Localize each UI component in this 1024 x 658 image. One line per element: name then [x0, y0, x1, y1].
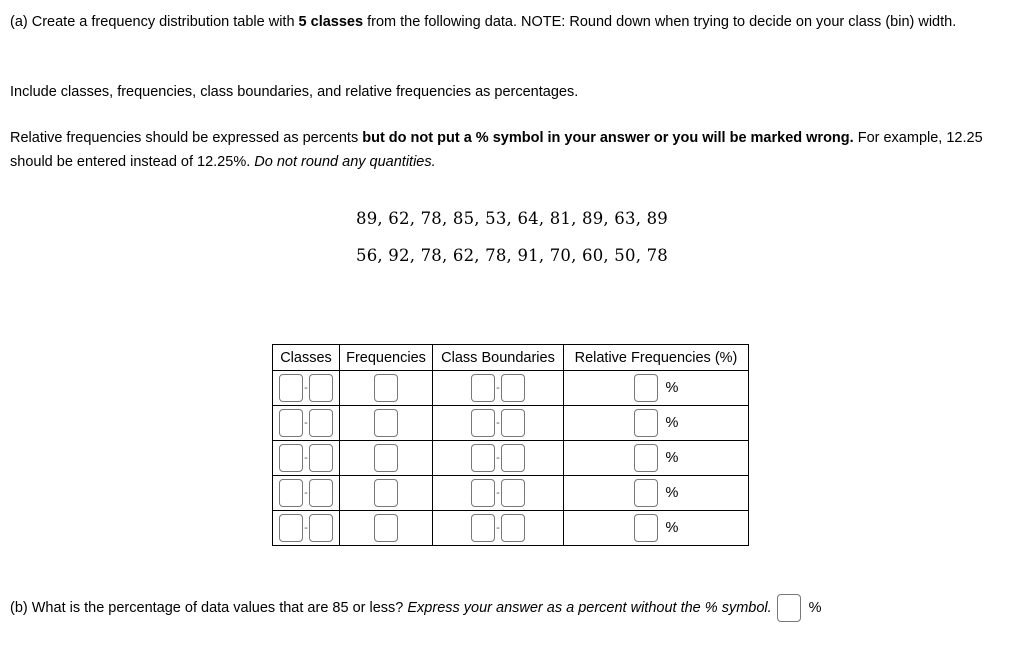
table-row: [273, 406, 749, 441]
part-a-text-1: (a) Create a frequency distribution table with: [10, 14, 299, 30]
rel-italic-note: Do not round any quantities.: [254, 154, 436, 170]
classes-cell: [273, 406, 340, 441]
rel-text-2: For example, 12.25 should be entered instead of 12.25%.: [10, 130, 983, 170]
boundary-lower-input[interactable]: [471, 374, 495, 402]
part-b-italic-note: Express your answer as a percent without the % symbol.: [407, 600, 772, 616]
header-relative-frequencies: Relative Frequencies (%): [564, 345, 749, 371]
boundary-upper-input[interactable]: [501, 374, 525, 402]
header-class-boundaries: Class Boundaries: [433, 345, 564, 371]
part-a-instruction: [10, 10, 1010, 34]
classes-cell: [273, 371, 340, 406]
frequency-input[interactable]: [374, 479, 398, 507]
class-lower-input[interactable]: [279, 374, 303, 402]
boundary-upper-input[interactable]: [501, 444, 525, 472]
class-lower-input[interactable]: [279, 479, 303, 507]
frequency-input[interactable]: [374, 409, 398, 437]
frequency-cell: [340, 406, 433, 441]
part-b-percent-symbol: %: [808, 600, 822, 616]
part-b-answer-input[interactable]: [777, 594, 801, 622]
boundary-lower-input[interactable]: [471, 479, 495, 507]
class-dash: -: [304, 382, 308, 394]
percent-symbol: %: [665, 380, 679, 396]
table-header-row: [273, 345, 749, 371]
table-row: [273, 371, 749, 406]
header-classes: Classes: [273, 345, 340, 371]
boundary-dash: -: [496, 487, 500, 499]
part-b-text: (b) What is the percentage of data values that are 85 or less?: [10, 600, 404, 616]
relative-frequency-input[interactable]: [634, 444, 658, 472]
relative-frequency-cell: [564, 441, 749, 476]
boundary-upper-input[interactable]: [501, 409, 525, 437]
part-a-text-2: from the following data. NOTE: Round down when trying to decide on your class (bin) width.: [363, 14, 957, 30]
class-upper-input[interactable]: [309, 444, 333, 472]
boundaries-cell: [433, 371, 564, 406]
percent-symbol: %: [665, 415, 679, 431]
table-body: [273, 371, 749, 546]
classes-cell: [273, 441, 340, 476]
relative-frequency-cell: [564, 406, 749, 441]
relative-frequency-input[interactable]: [634, 479, 658, 507]
table-row: [273, 476, 749, 511]
boundaries-cell: [433, 476, 564, 511]
classes-cell: [273, 476, 340, 511]
frequency-input[interactable]: [374, 374, 398, 402]
class-upper-input[interactable]: [309, 479, 333, 507]
data-values-row-1: 89, 62, 78, 85, 53, 64, 81, 89, 63, 89: [356, 209, 668, 228]
boundary-dash: -: [496, 382, 500, 394]
boundary-dash: -: [496, 452, 500, 464]
classes-cell: [273, 511, 340, 546]
class-lower-input[interactable]: [279, 444, 303, 472]
frequency-cell: [340, 476, 433, 511]
rel-bold-warning: but do not put a % symbol in your answer or you will be marked wrong.: [362, 130, 854, 146]
include-instruction: Include classes, frequencies, class boundaries, and relative frequencies as percentages.: [10, 84, 579, 100]
boundary-upper-input[interactable]: [501, 479, 525, 507]
class-dash: -: [304, 417, 308, 429]
boundaries-cell: [433, 441, 564, 476]
frequency-cell: [340, 371, 433, 406]
class-upper-input[interactable]: [309, 409, 333, 437]
part-a-bold-classes: 5 classes: [298, 14, 364, 30]
frequency-cell: [340, 441, 433, 476]
class-lower-input[interactable]: [279, 409, 303, 437]
percent-symbol: %: [665, 450, 679, 466]
table-row: [273, 511, 749, 546]
boundaries-cell: [433, 511, 564, 546]
class-dash: -: [304, 487, 308, 499]
boundary-lower-input[interactable]: [471, 514, 495, 542]
frequency-cell: [340, 511, 433, 546]
class-dash: -: [304, 522, 308, 534]
relative-frequency-input[interactable]: [634, 409, 658, 437]
relative-frequency-instruction: [10, 126, 1010, 174]
class-lower-input[interactable]: [279, 514, 303, 542]
frequency-input[interactable]: [374, 514, 398, 542]
boundary-lower-input[interactable]: [471, 444, 495, 472]
relative-frequency-cell: [564, 511, 749, 546]
class-upper-input[interactable]: [309, 514, 333, 542]
percent-symbol: %: [665, 485, 679, 501]
boundary-dash: -: [496, 417, 500, 429]
relative-frequency-input[interactable]: [634, 514, 658, 542]
class-dash: -: [304, 452, 308, 464]
header-frequencies: Frequencies: [340, 345, 433, 371]
boundaries-cell: [433, 406, 564, 441]
frequency-input[interactable]: [374, 444, 398, 472]
relative-frequency-input[interactable]: [634, 374, 658, 402]
table-row: [273, 441, 749, 476]
boundary-lower-input[interactable]: [471, 409, 495, 437]
percent-symbol: %: [665, 520, 679, 536]
part-b-question: [10, 594, 822, 622]
data-values-row-2: 56, 92, 78, 62, 78, 91, 70, 60, 50, 78: [356, 246, 668, 265]
boundary-upper-input[interactable]: [501, 514, 525, 542]
boundary-dash: -: [496, 522, 500, 534]
rel-text-1: Relative frequencies should be expressed as percents: [10, 130, 363, 146]
relative-frequency-cell: [564, 371, 749, 406]
relative-frequency-cell: [564, 476, 749, 511]
frequency-table: [272, 344, 749, 546]
class-upper-input[interactable]: [309, 374, 333, 402]
